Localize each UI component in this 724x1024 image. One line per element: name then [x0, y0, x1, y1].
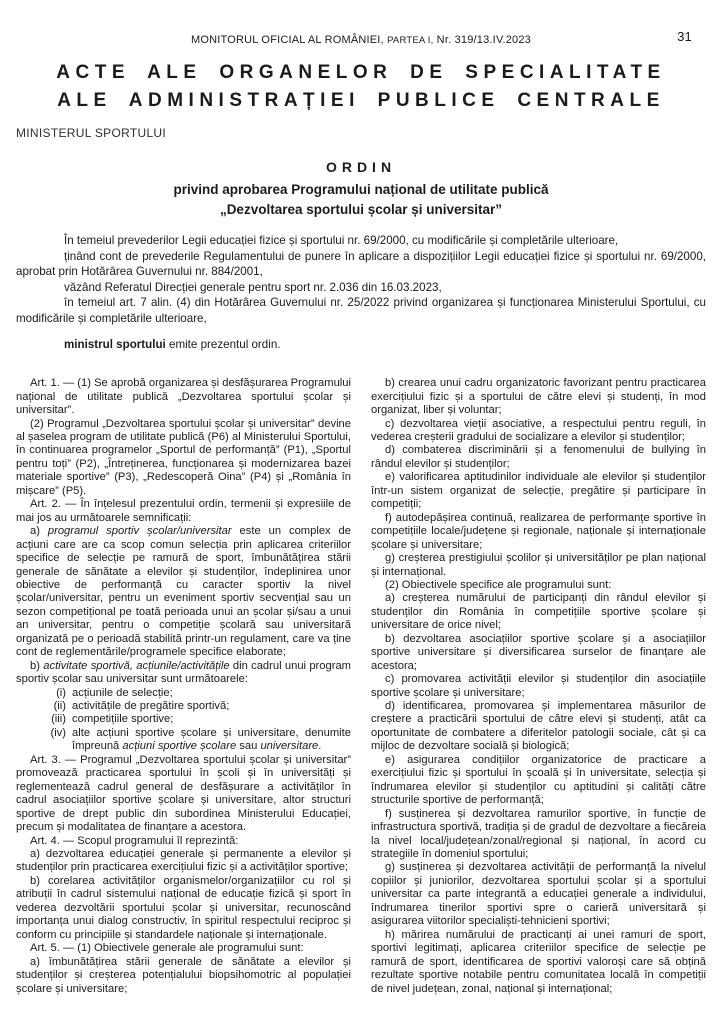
paragraph: b) corelarea activităților organismelor/organizațiilor cu rol și atribuții în cadrul sistemului național de educație fizică și sport în vederea dezvoltării sportului școlar și universitar, recunoscând importanța unui dialog constructiv, în spiritul respectului reciproc și conform cu principiile și standardele naționale și internaționale. [16, 874, 351, 941]
paragraph: e) asigurarea condițiilor organizatorice de practicare a exercițiului fizic și sportului în școală și în universitate, selecția și îndrumarea elevilor și studenților cu aptitudini și calități către structurile sportive de performanță; [371, 753, 706, 807]
paragraph: c) dezvoltarea vieții asociative, a respectului pentru reguli, în vederea creșterii gradului de socializare a elevilor și studenților; [371, 417, 706, 443]
body-columns [16, 377, 706, 996]
section-title-line1: ACTE ALE ORGANELOR DE SPECIALITATE [56, 62, 666, 83]
list-item-label: (iii) [51, 713, 66, 726]
paragraph: În temeiul prevederilor Legii educației fizice și sportului nr. 69/2000, cu modificările și completările ulterioare, [64, 234, 619, 247]
list-item: (iv) alte acțiuni sportive școlare și universitare, denumite împreună acțiuni sportive școlare sau universitare. [16, 727, 351, 754]
paragraph: f) autodepășirea continuă, realizarea de performanțe sportive în competițiile locale/județene și regionale, naționale și internaționale școlare și universitare; [371, 511, 706, 551]
paragraph: d) combaterea discriminării și a fenomenului de bullying în rândul elevilor și studenților; [371, 444, 706, 470]
paragraph: a) creșterea numărului de participanți din rândul elevilor și studenților din România în competițiile sportive școlare și universitare de orice nivel; [371, 592, 706, 632]
order-title: ORDIN [325, 159, 397, 175]
paragraph: ministrul sportului emite prezentul ordin. [64, 337, 281, 351]
paragraph: a) programul sportiv școlar/universitar este un complex de acțiuni care are ca scop comun selecția prin aplicarea criteriilor specifice de selecție pe ramură de sport, îmbunătățirea stării generale de sănătate a elevilor și studenților, îndeplinirea unor obiective de performanță cu caracter sportiv la nivel școlar/universitar, pentru un eveniment sportiv secvențial sau un sezon competițional pe toată perioada unui an școlar și/sau a unui an universitar, pentru o competiție școlară sau universitară organizată pe o perioadă stabilită printr-un regulament, care va ține cont de reglementările/programele specifice elaborate; [16, 525, 352, 659]
journal-part: PARTEA I, [387, 35, 434, 46]
paragraph: Art. 3. — Programul „Dezvoltarea sportului școlar și universitar” promovează practicarea sportului în școli și în universități și reglementează cadrul general de desfășurare a activităților în cadrul asociațiilor sportive școlare și universitare, altor structuri sportive de drept public din subordinea Ministerului Educației, precum și modalitatea de finanțare a acestora. [16, 753, 351, 834]
paragraph: a) dezvoltarea educației generale și permanente a elevilor și studenților prin practicarea exercițiului fizic și a activităților sportive; [16, 848, 351, 874]
paragraph: g) susținerea și dezvoltarea activității de performanță la nivelul copiilor și juniorilor, dezvoltarea sportului școlar și a sportului universitar ca parte integrantă a educației generale a individului, îndrumarea tinerilor sportivi spre o carieră universitară și asigurarea viitorilor specialiști-tehnicieni sportivi; [371, 861, 706, 928]
paragraph: f) susținerea și dezvoltarea ramurilor sportive, în funcție de infrastructura sportivă, tradiția și de gradul de dezvoltare a fiecăreia la nivel local/județean/zonal/regional și național, în acord cu strategiile în domeniul sportului; [371, 807, 706, 861]
paragraph: (2) Programul „Dezvoltarea sportului școlar și universitar” devine al șaselea program de utilitate publică (P6) al Ministerului Sportului, în continuarea programelor „Sportul de performanță” (P1), „Sportul pentru toți” (P2), „Întreținerea, funcționarea și modernizarea bazei materiale sportive” (P3), „Redescoperă Oina” (P4) și „România în mișcare” (P5). [16, 417, 351, 497]
paragraph: Art. 5. — (1) Obiectivele generale ale programului sunt: [30, 942, 304, 955]
journal-issue: Nr. 319/13.IV.2023 [436, 34, 531, 46]
order-subtitle-line2: „Dezvoltarea sportului școlar și universitar” [219, 202, 503, 217]
column-left [16, 377, 351, 996]
paragraph: Art. 4. — Scopul programului îl reprezintă: [30, 834, 239, 847]
order-heading [16, 159, 706, 220]
paragraph: văzând Referatul Direcției generale pentru sport nr. 2.036 din 16.03.2023, [64, 280, 442, 294]
preamble [16, 233, 706, 352]
list-item: (iii) competițiile sportive; [16, 713, 351, 726]
paragraph: Art. 1. — (1) Se aprobă organizarea și desfășurarea Programului național de utilitate publică „Dezvoltarea sportului școlar și universitar”. [16, 377, 351, 417]
paragraph: g) creșterea prestigiului școlilor și universităților pe plan național și internațional. [371, 552, 706, 578]
ministry-name: MINISTERUL SPORTULUI [16, 126, 167, 140]
paragraph: a) îmbunătățirea stării generale de sănătate a elevilor și studenților și creșterea potențialului biopsihomotric al populației școlare și universitare; [16, 955, 351, 995]
list-item: (ii) activitățile de pregătire sportivă; [16, 700, 351, 713]
paragraph: (2) Obiectivele specifice ale programului sunt: [385, 578, 612, 591]
paragraph: Art. 2. — În înțelesul prezentului ordin, termenii și expresiile de mai jos au următoarele semnificații: [16, 498, 351, 524]
journal-title [191, 34, 531, 46]
paragraph: ținând cont de prevederile Regulamentului de punere în aplicare a dispozițiilor Legii educației fizice și sportului nr. 69/2000, aprobat prin Hotărârea Guvernului nr. 884/2001, [16, 249, 706, 279]
paragraph: c) promovarea activității elevilor și studenților din asociațiile sportive școlare și universitare; [371, 673, 706, 699]
paragraph: b) activitate sportivă, acțiunile/activitățile din cadrul unui program sportiv școlar sau universitar sunt următoarele: [16, 659, 351, 686]
column-right [371, 377, 706, 996]
paragraph: b) dezvoltarea asociațiilor sportive școlare și a asociațiilor sportive universitare și diversificarea surselor de finanțare ale acestora; [371, 632, 706, 672]
paragraph: b) crearea unui cadru organizatoric favorizant pentru practicarea exercițiului fizic și a sportului de către elevi și studenți, în mod organizat, liber și voluntar; [371, 377, 706, 417]
page-header [16, 29, 706, 46]
list-item-label: (ii) [53, 700, 66, 713]
section-title-line2: ALE ADMINISTRAȚIEI PUBLICE CENTRALE [57, 90, 665, 111]
list-item-label: (iv) [50, 726, 66, 739]
paragraph: h) mărirea numărului de practicanți ai unei ramuri de sport, sportivi legitimați, aplicarea criteriilor specifice de selecție pe ramură de sport, identificarea de sportivi valoroși care să obțină rezultate sportive notabile pentru comunitatea locală în competiții de nivel județean, zonal, național și internațional; [371, 928, 706, 995]
paragraph: e) valorificarea aptitudinilor individuale ale elevilor și studenților într-un sistem organizat de selecție, pregătire și participare în competiții; [371, 471, 706, 511]
order-subtitle-line1: privind aprobarea Programului național de utilitate publică [173, 182, 549, 197]
list-item-label: (i) [56, 686, 66, 699]
paragraph: în temeiul art. 7 alin. (4) din Hotărârea Guvernului nr. 25/2022 privind organizarea și funcționarea Ministerului Sportului, cu modificările și completările ulterioare, [16, 296, 706, 325]
list-item: (i) acțiunile de selecție; [16, 687, 351, 700]
section-title [16, 59, 706, 115]
paragraph: d) identificarea, promovarea și implementarea măsurilor de creștere a practicării sportului de către elevi și studenți, atât ca oportunitate de combatere a diferitelor patologii sociale, cât și ca mijloc de dezvoltare socială și biologică; [371, 700, 706, 753]
journal-name: MONITORUL OFICIAL AL ROMÂNIEI, [190, 34, 384, 46]
page-number: 31 [677, 29, 692, 44]
